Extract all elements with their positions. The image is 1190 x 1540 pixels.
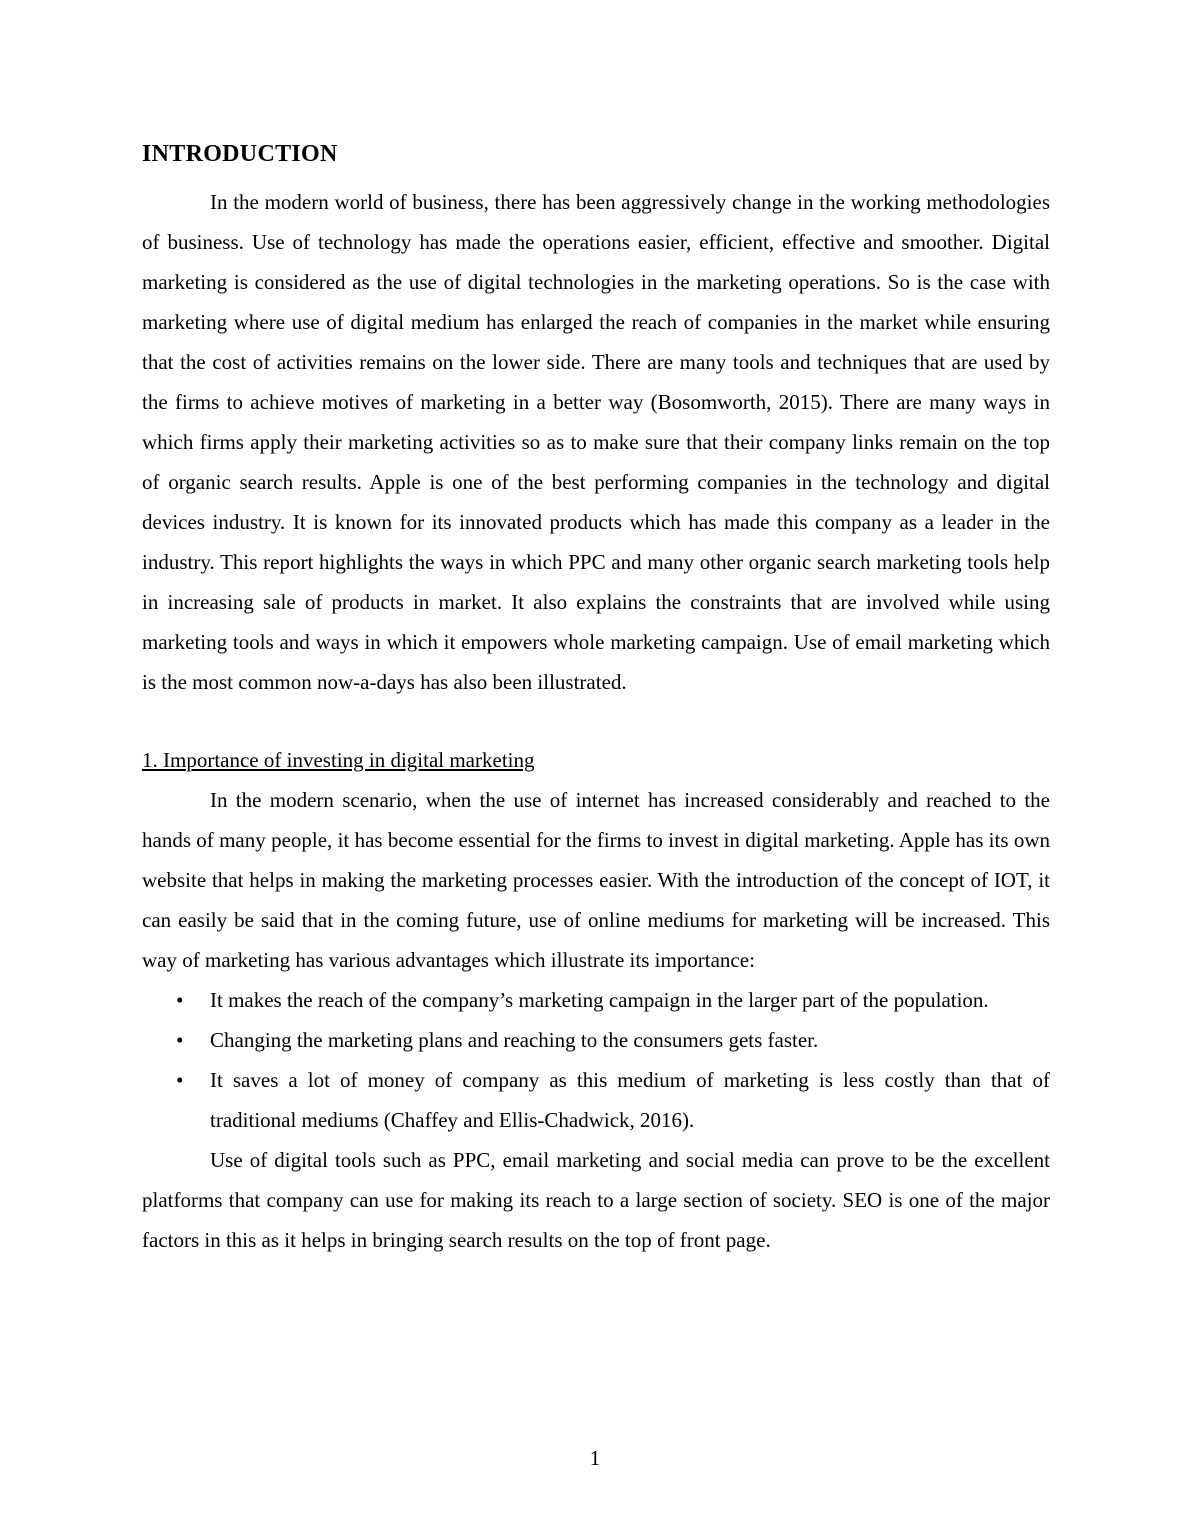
bullet-text: It makes the reach of the company’s marketing campaign in the larger part of the population. bbox=[210, 988, 989, 1012]
bullet-icon: • bbox=[176, 1028, 184, 1052]
bullet-text: Changing the marketing plans and reaching to the consumers gets faster. bbox=[210, 1028, 819, 1052]
intro-paragraph: In the modern world of business, there has been aggressively change in the working methodologies of business. Use of technology has made the operations easier, efficient, effective and smoother. Digital marketing is considered as the use of digital technologies in the marketing operations. So is the case with marketing where use of digital medium has enlarged the reach of companies in the market while ensuring that the cost of activities remains on the lower side. There are many tools and techniques that are used by the firms to achieve motives of marketing in a better way (Bosomworth, 2015). There are many ways in which firms apply their marketing activities so as to make sure that their company links remain on the top of organic search results. Apple is one of the best performing companies in the technology and digital devices industry. It is known for its innovated products which has made this company as a leader in the industry. This report highlights the ways in which PPC and many other organic search marketing tools help in increasing sale of products in market. It also explains the constraints that are involved while using marketing tools and ways in which it empowers whole marketing campaign. Use of email marketing which is the most common now-a-days has also been illustrated. bbox=[142, 190, 1050, 694]
bullet-text: It saves a lot of money of company as this medium of marketing is less costly than that of traditional mediums (Chaffey and Ellis-Chadwick, 2016). bbox=[210, 1068, 1050, 1132]
list-item bbox=[142, 1060, 1050, 1140]
section-heading: 1. Importance of investing in digital marketing bbox=[142, 748, 535, 772]
section-lead-paragraph: In the modern scenario, when the use of internet has increased considerably and reached to the hands of many people, it has become essential for the firms to invest in digital marketing. Apple has its own website that helps in making the marketing processes easier. With the introduction of the concept of IOT, it can easily be said that in the coming future, use of online mediums for marketing will be increased. This way of marketing has various advantages which illustrate its importance: bbox=[142, 788, 1050, 972]
closing-paragraph: Use of digital tools such as PPC, email marketing and social media can prove to be the excellent platforms that company can use for making its reach to a large section of society. SEO is one of the major factors in this as it helps in bringing search results on the top of front page. bbox=[142, 1148, 1050, 1252]
bullet-list bbox=[142, 980, 1050, 1140]
list-item bbox=[142, 1020, 1050, 1060]
page-number: 1 bbox=[589, 1446, 601, 1470]
bullet-icon: • bbox=[176, 988, 184, 1012]
bullet-icon: • bbox=[176, 1068, 184, 1092]
page-title: INTRODUCTION bbox=[142, 141, 338, 167]
list-item bbox=[142, 980, 1050, 1020]
